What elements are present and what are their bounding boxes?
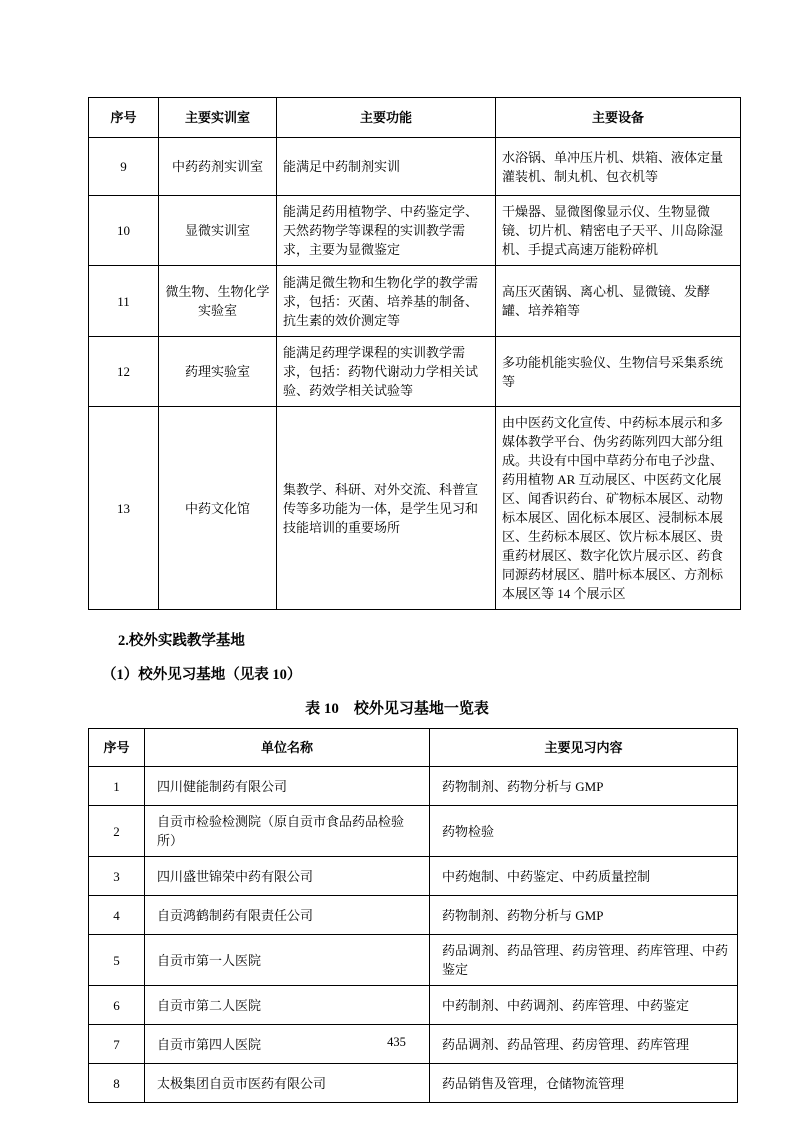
table-row [89, 806, 738, 857]
table-header-row [89, 729, 738, 767]
function-cell: 能满足药用植物学、中药鉴定学、天然药物学等课程的实训教学需求，主要为显微鉴定 [277, 196, 496, 266]
header-equipment: 主要设备 [496, 98, 741, 138]
row-number-cell: 9 [89, 138, 159, 196]
row-number-cell: 3 [89, 857, 145, 896]
table-row [89, 1064, 738, 1103]
room-cell: 中药药剂实训室 [159, 138, 277, 196]
function-cell: 能满足药理学课程的实训教学需求，包括：药物代谢动力学相关试验、药效学相关试验等 [277, 337, 496, 407]
unit-name-cell: 太极集团自贡市医药有限公司 [145, 1064, 430, 1103]
table-row [89, 857, 738, 896]
table-row [89, 767, 738, 806]
unit-name-cell: 自贡市第四人医院 [145, 1025, 430, 1064]
header-content: 主要见习内容 [430, 729, 738, 767]
room-cell: 药理实验室 [159, 337, 277, 407]
unit-name-cell: 自贡市第一人医院 [145, 935, 430, 986]
unit-name-cell: 自贡市检验检测院（原自贡市食品药品检验所） [145, 806, 430, 857]
table-10-title: 表 10 校外见习基地一览表 [305, 701, 489, 717]
unit-name-cell: 自贡市第二人医院 [145, 986, 430, 1025]
unit-name-cell: 四川盛世锦荣中药有限公司 [145, 857, 430, 896]
equipment-cell: 干燥器、显微图像显示仪、生物显微镜、切片机、精密电子天平、川岛除湿机、手提式高速万能粉碎机 [496, 196, 741, 266]
table-row [89, 935, 738, 986]
row-number-cell: 6 [89, 986, 145, 1025]
section-heading: 2.校外实践教学基地 [118, 633, 245, 649]
row-number-cell: 4 [89, 896, 145, 935]
function-cell: 能满足中药制剂实训 [277, 138, 496, 196]
page-content [88, 97, 729, 1103]
table-row [89, 986, 738, 1025]
table-row [89, 266, 741, 337]
function-cell: 集教学、科研、对外交流、科普宣传等多功能为一体，是学生见习和技能培训的重要场所 [277, 407, 496, 610]
equipment-cell: 多功能机能实验仪、生物信号采集系统等 [496, 337, 741, 407]
unit-name-cell: 自贡鸿鹤制药有限责任公司 [145, 896, 430, 935]
content-cell: 药物检验 [430, 806, 738, 857]
equipment-cell: 高压灭菌锅、离心机、显微镜、发酵罐、培养箱等 [496, 266, 741, 337]
function-cell: 能满足微生物和生物化学的教学需求，包括：灭菌、培养基的制备、抗生素的效价测定等 [277, 266, 496, 337]
equipment-cell: 由中医药文化宣传、中药标本展示和多媒体教学平台、伪劣药陈列四大部分组成。共设有中国中草药分布电子沙盘、药用植物 AR 互动展区、中医药文化展区、闻香识药台、矿物标本展区、动物标本展区、固化标本展区、浸制标本展区、生药标本展区、饮片标本展区、贵重药材展区、数字化饮片展示区、药食同源药材展区、腊叶标本展区、方剂标本展区等 14 个展示区 [496, 407, 741, 610]
room-cell: 中药文化馆 [159, 407, 277, 610]
header-room: 主要实训室 [159, 98, 277, 138]
row-number-cell: 1 [89, 767, 145, 806]
row-number-cell: 10 [89, 196, 159, 266]
header-function: 主要功能 [277, 98, 496, 138]
content-cell: 药品销售及管理，仓储物流管理 [430, 1064, 738, 1103]
header-unit: 单位名称 [145, 729, 430, 767]
table-row [89, 196, 741, 266]
row-number-cell: 12 [89, 337, 159, 407]
page-number: 435 [387, 1035, 406, 1049]
table-header-row [89, 98, 741, 138]
table-row [89, 407, 741, 610]
row-number-cell: 8 [89, 1064, 145, 1103]
table-row [89, 896, 738, 935]
row-number-cell: 7 [89, 1025, 145, 1064]
header-no: 序号 [89, 729, 145, 767]
room-cell: 显微实训室 [159, 196, 277, 266]
table-row [89, 138, 741, 196]
header-no: 序号 [89, 98, 159, 138]
row-number-cell: 2 [89, 806, 145, 857]
row-number-cell: 11 [89, 266, 159, 337]
unit-name-cell: 四川健能制药有限公司 [145, 767, 430, 806]
content-cell: 药物制剂、药物分析与 GMP [430, 896, 738, 935]
content-cell: 中药炮制、中药鉴定、中药质量控制 [430, 857, 738, 896]
row-number-cell: 13 [89, 407, 159, 610]
row-number-cell: 5 [89, 935, 145, 986]
table-row [89, 337, 741, 407]
content-cell: 中药制剂、中药调剂、药库管理、中药鉴定 [430, 986, 738, 1025]
content-cell: 药品调剂、药品管理、药房管理、药库管理 [430, 1025, 738, 1064]
room-cell: 微生物、生物化学实验室 [159, 266, 277, 337]
content-cell: 药品调剂、药品管理、药房管理、药库管理、中药鉴定 [430, 935, 738, 986]
content-cell: 药物制剂、药物分析与 GMP [430, 767, 738, 806]
training-rooms-table [88, 97, 741, 610]
equipment-cell: 水浴锅、单冲压片机、烘箱、液体定量灌装机、制丸机、包衣机等 [496, 138, 741, 196]
subsection-heading: （1）校外见习基地（见表 10） [102, 667, 302, 683]
